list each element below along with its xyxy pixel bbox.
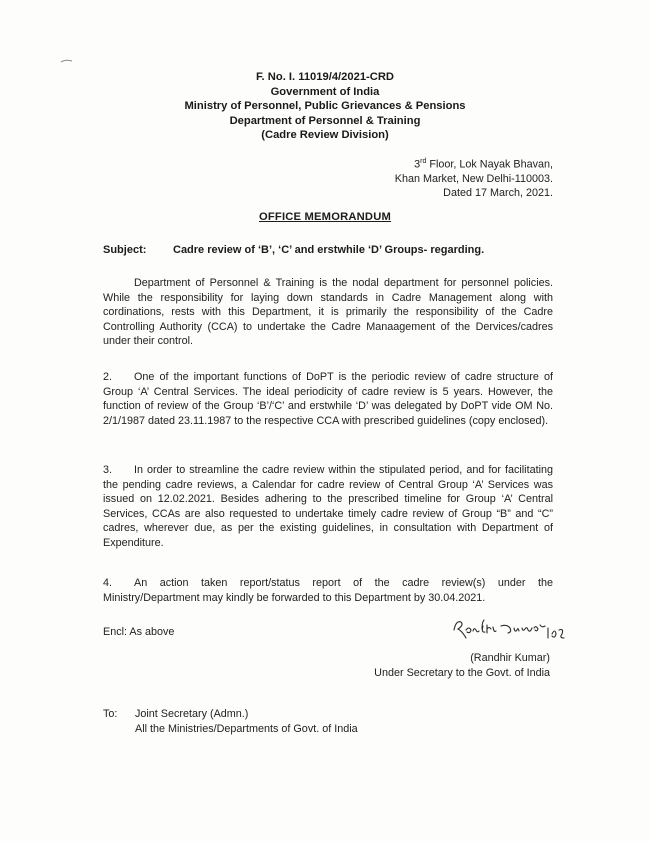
paragraph-4-text: An action taken report/status report of the cadre review(s) under the Ministry/Department may kindly be forwarded to this Department by 30.04.2021. xyxy=(103,577,553,604)
addressee-line-1: Joint Secretary (Admn.) xyxy=(135,708,249,720)
subject-line xyxy=(103,244,484,256)
paragraph-3 xyxy=(103,463,553,551)
paragraph-1-text: Department of Personnel & Training is the nodal department for personnel policies. While the responsibility for laying down standards in Cadre Management along with cordinations, rests with this Department, it is primarily the responsibility of the Cadre Controlling Authority (CCA) to undertake the Cadre Manaagement of the Dervices/cadres under their control. xyxy=(103,277,553,348)
address-line-2: Khan Market, New Delhi-110003. xyxy=(394,172,553,185)
addressee-block xyxy=(103,707,358,736)
paragraph-3-text: In order to streamline the cadre review within the stipulated period, and for facilitating the pending cadre reviews, a Calendar for cadre review of Central Group ‘A’ Services was issued on 12.02.2021. Besides adhering to the prescribed timeline for Group ‘A’ Central Services, CCAs are also requested to undertake timely cadre review of Group “B” and “C” cadres, wherever due, as per the existing guidelines, in consultation with Department of Expenditure. xyxy=(103,464,553,549)
to-label: To: xyxy=(103,708,118,720)
division-line: (Cadre Review Division) xyxy=(261,129,389,141)
signatory-name: (Randhir Kumar) xyxy=(470,652,550,664)
handwritten-signature xyxy=(452,616,572,656)
floor-rest: Floor, Lok Nayak Bhavan, xyxy=(426,158,553,171)
document-header xyxy=(0,70,650,143)
paragraph-1 xyxy=(103,276,553,349)
file-number: F. No. I. 11019/4/2021-CRD xyxy=(255,71,395,83)
paragraph-4-number: 4. xyxy=(103,577,113,589)
paragraph-2-text: One of the important functions of DoPT is the periodic review of cadre structure of Group ‘A’ Central Services. The ideal periodicity of cadre review is 5 years. However, the function of review of the Group ‘B’/‘C’ and erstwhile ‘D’ was delegated by DoPT vide OM No. 2/1/1987 dated 23.11.1987 to the respective CCA with prescribed guidelines (copy enclosed). xyxy=(103,371,553,427)
ministry-line: Ministry of Personnel, Public Grievances & Pensions xyxy=(184,100,466,112)
paragraph-2-number: 2. xyxy=(103,371,113,383)
paragraph-4 xyxy=(103,576,553,605)
paragraph-3-number: 3. xyxy=(103,464,113,476)
date-line: Dated 17 March, 2021. xyxy=(443,187,553,200)
office-address xyxy=(395,155,553,200)
paragraph-2 xyxy=(103,370,553,428)
government-line: Government of India xyxy=(270,85,380,98)
floor-number: 3 xyxy=(414,158,421,171)
address-line-1 xyxy=(395,155,553,172)
department-line: Department of Personnel & Training xyxy=(229,114,421,127)
subject-text: Cadre review of ‘B’, ‘C’ and erstwhile ‘D’ Groups- regarding. xyxy=(173,244,485,256)
floor-suffix: rd xyxy=(420,158,427,165)
scan-speck-mark xyxy=(60,56,80,66)
enclosure-note: Encl: As above xyxy=(103,626,175,638)
addressee-line-2: All the Ministries/Departments of Govt. of India xyxy=(135,722,358,735)
subject-label: Subject: xyxy=(103,244,147,256)
signatory-block xyxy=(300,651,550,680)
signatory-designation: Under Secretary to the Govt. of India xyxy=(374,666,550,679)
memo-title: OFFICE MEMORANDUM xyxy=(258,211,392,223)
